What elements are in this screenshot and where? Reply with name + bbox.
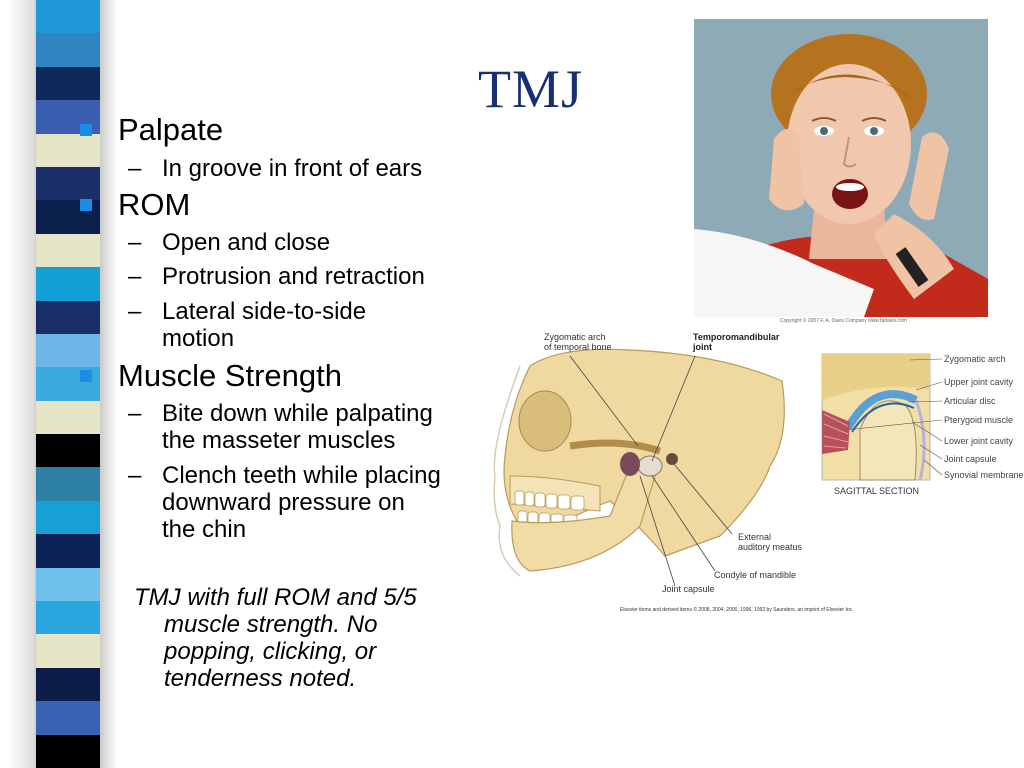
tmj-palpation-photo [694,19,988,317]
bullet-label: ROM [118,187,191,222]
exam-note [134,584,494,692]
sagittal-label: Synovial membrane [944,470,1024,480]
skull-illustration [490,326,810,606]
sagittal-section-diagram [820,350,1024,500]
label-joint-capsule: Joint capsule [662,584,715,594]
sub-bullet-text: Bite down while palpating the masseter muscles [162,400,433,454]
bullet-label: Palpate [118,112,224,147]
dash-marker: – [128,400,142,427]
sagittal-label: Upper joint cavity [944,377,1014,387]
label-external-auditory-meatus: External auditory meatus [738,532,803,552]
sagittal-label: Articular disc [944,396,996,406]
sub-bullet-text: Open and close [162,229,331,256]
note-line: popping, clicking, or [164,638,377,665]
skull-diagram [490,326,810,606]
label-zygomatic-arch: Zygomatic arch of temporal bone [544,332,612,352]
bullet-square-icon [80,199,92,211]
dash-marker: – [128,155,142,182]
bullet-palpate [118,112,223,148]
dash-marker: – [128,298,142,325]
sagittal-label: Pterygoid muscle [944,415,1014,425]
copyright-notice: Elsevier items and derived items © 2008, 2004, 2000, 1996, 1992 by Saunders, an imprint of Elsevier Inc. [620,607,854,613]
sagittal-caption: SAGITTAL SECTION [834,486,920,496]
sagittal-label: Zygomatic arch [944,354,1006,364]
sub-bullet-text: In groove in front of ears [162,155,423,182]
dash-marker: – [128,462,142,489]
note-line: muscle strength. No [164,611,378,638]
slide-title: TMJ [478,59,584,119]
sub-bullet-text: Protrusion and retraction [162,263,425,290]
sub-bullet-text: Clench teeth while placing downward pressure on the chin [162,462,441,543]
bullet-square-icon [80,124,92,136]
bullet-square-icon [80,370,92,382]
bullet-rom [118,187,190,223]
label-tmj: Temporomandibular joint [693,332,780,352]
photo-credit: Copyright © 2007 F. A. Davis Company www.fadavis.com [780,318,907,324]
sagittal-label: Lower joint cavity [944,436,1014,446]
label-condyle: Condyle of mandible [714,570,797,580]
sub-bullet-text: Lateral side-to-side motion [162,298,367,352]
photo-illustration [694,19,988,317]
sagittal-label: Joint capsule [944,454,997,464]
dash-marker: – [128,263,142,290]
bullet-label: Muscle Strength [118,358,342,393]
bullet-muscle-strength [118,358,342,394]
note-line: TMJ with full ROM and 5/5 [134,584,417,611]
note-line: tenderness noted. [164,665,357,692]
dash-marker: – [128,229,142,256]
